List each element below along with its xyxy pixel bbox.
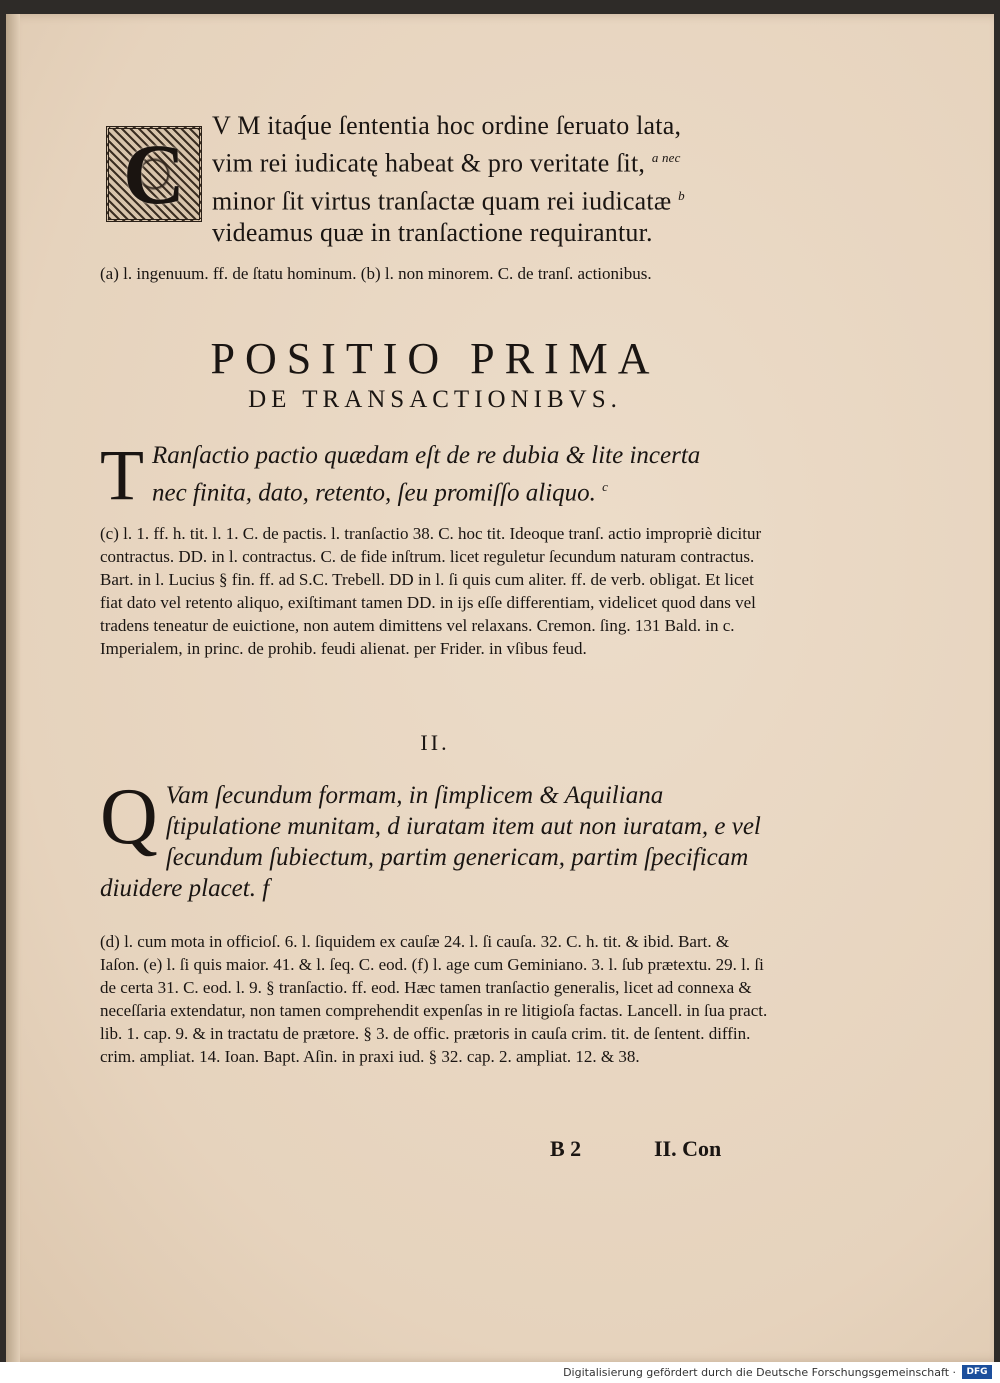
heading-subtitle: DE TRANSACTIONIBVS.	[248, 386, 622, 413]
para2-line-2-text: nec finita, dato, retento, ſeu promiſſo aliquo.	[151, 479, 596, 507]
footnote-2: (c) l. 1. ff. h. tit. l. 1. C. de pactis. l. tranſactio 38. C. hoc tit. Ideoque tranſ. actio impropriè dicitur contractus. DD. in l. contractus. C. de fide inſtrum. licet reguletur ſecundum naturam contractus. Bart. in l. Lucius § fin. ff. ad S.C. Trebell. DD in l. ſi quis cum aliter. ff. de verb. obligat. Et licet fiat dato vel retento aliquo, exiſtimant tamen DD. in ijs eſſe differentiam, videlicet quod dans vel tradens teneatur de euictione, non autem dimittens vel relaxans. Cremon. ſing. 131 Bald. in c. Imperialem, in princ. de prohib. feudi alienat. per Frider. in vſibus feud.	[100, 524, 762, 658]
dfg-logo: DFG	[962, 1365, 992, 1379]
ornamental-initial-c	[106, 126, 202, 222]
para1-line-1: V M itaq́ue ſententia hoc ordine ſeruato lata,	[212, 111, 682, 140]
catchword: II. Con	[654, 1136, 722, 1161]
initial-t: T	[100, 435, 144, 515]
initial-letter: C	[122, 126, 186, 222]
footnote-3: (d) l. cum mota in officioſ. 6. l. ſiquidem ex cauſæ 24. l. ſi cauſa. 32. C. h. tit. & ibid. Bart. & Iaſon. (e) l. ſi quis maior. 41. & l. ſeq. C. eod. (f) l. age cum Geminiano. 3. l. ſub prætextu. 29. l. ſi de certa 31. C. eod. l. 9. § tranſactio. ff. eod. Hæc tamen tranſactio generalis, licet ad connexa & neceſſaria extendatur, non tamen comprehendit expenſas in re litigioſa factas. Lancell. in ſua pract. lib. 1. cap. 9. & in tractatu de prætore. § 3. de offic. prætoris in cauſa crim. tit. de ſentent. diffin. crim. ampliat. 14. Ioan. Bapt. Aſin. in praxi iud. § 32. cap. 2. ampliat. 12. & 38.	[100, 932, 768, 1066]
para1-line-4: videamus quæ in tranſactione requirantur.	[212, 218, 653, 248]
note-mark-a: a nec	[651, 150, 681, 165]
paragraph-positio	[100, 435, 770, 515]
paragraph-opening	[100, 110, 770, 249]
para3-text: Vam ſecundum formam, in ſimplicem & Aquiliana ſtipulatione munitam, d iuratam item aut non iuratam, e vel ſecundum ſubiectum, partim genericam, partim ſpecificam diuidere placet. f	[100, 782, 761, 902]
page-edge	[6, 14, 20, 1362]
funding-banner	[0, 1362, 1000, 1383]
signature-mark: B 2	[550, 1136, 582, 1161]
initial-q: Q	[100, 773, 158, 861]
note-mark-c: c	[602, 479, 608, 494]
para1-line-3-text: minor ſit virtus tranſactæ quam rei iudicatæ	[212, 186, 672, 216]
heading-title: POSITIO PRIMA	[210, 334, 660, 383]
para2-line-2	[100, 471, 770, 508]
footnote-1: (a) l. ingenuum. ff. de ſtatu hominum. (b) l. non minorem. C. de tranſ. actionibus.	[100, 264, 652, 283]
note-mark-b: b	[678, 187, 685, 203]
section-number: II.	[420, 730, 450, 755]
para1-line-2-text: vim rei iudicatę habeat & pro veritate ſit,	[212, 148, 646, 178]
para2-line-1: Ranſactio pactio quædam eſt de re dubia & lite incerta	[151, 442, 701, 469]
paragraph-section-2	[100, 773, 770, 904]
funding-text: Digitalisierung gefördert durch die Deutsche Forschungsgemeinschaft ·	[563, 1366, 956, 1379]
